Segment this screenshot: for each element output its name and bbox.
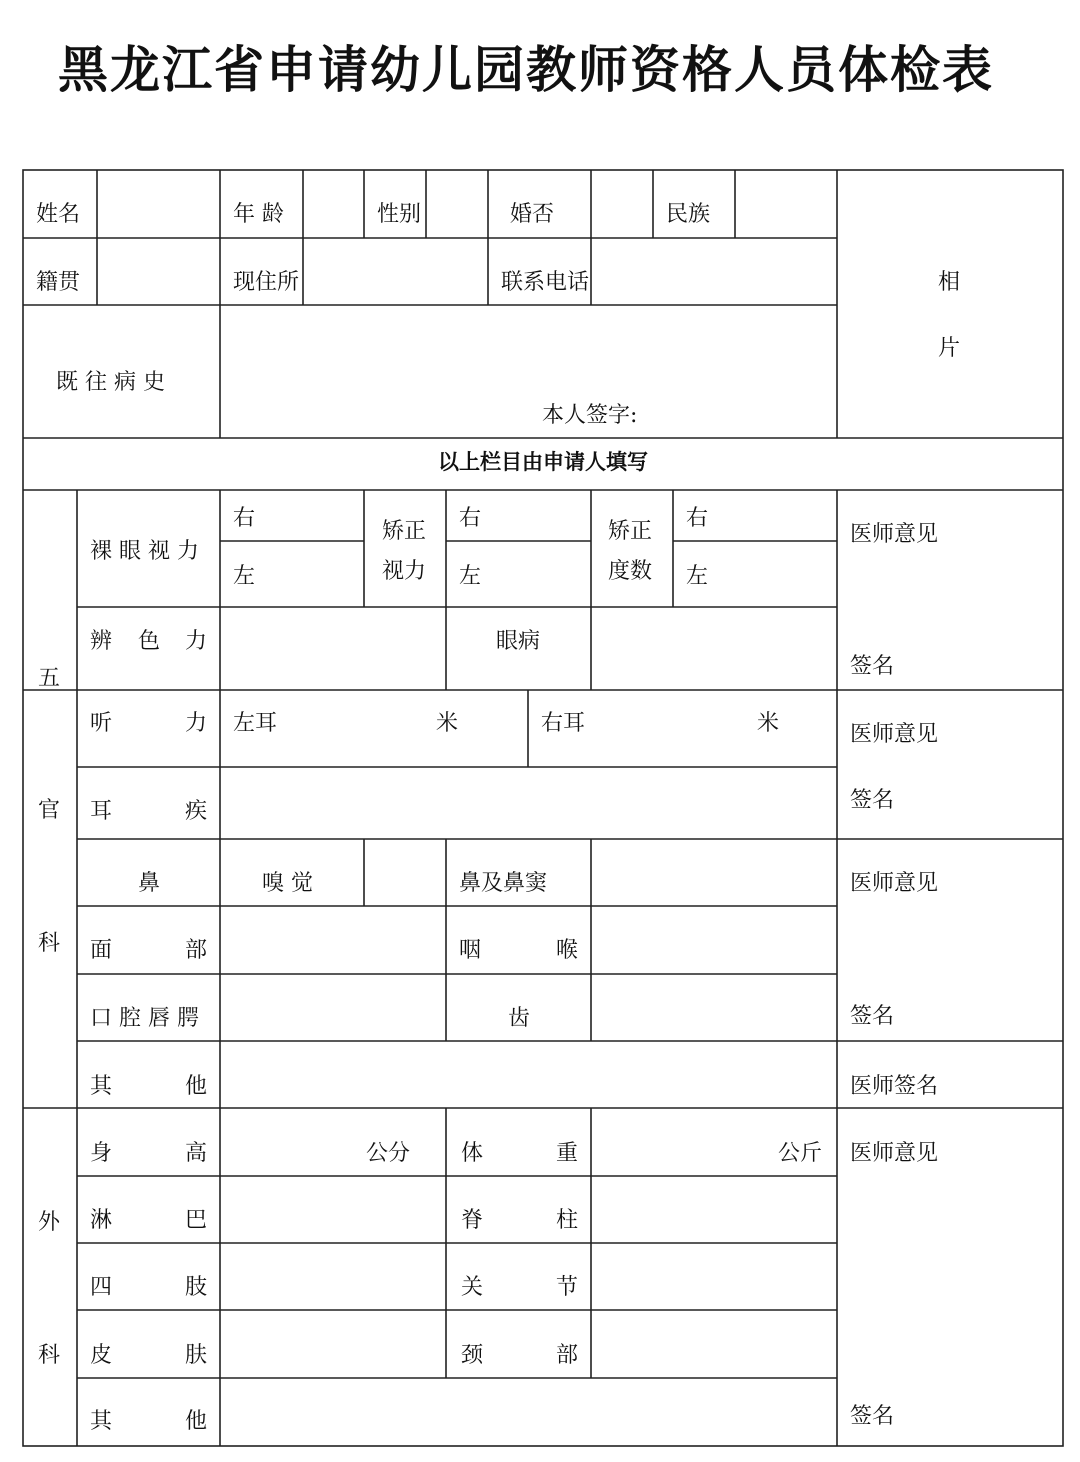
history-label: 既 往 病 史 — [56, 370, 165, 395]
corrected-vision-label-1: 矫正 — [382, 519, 427, 544]
surgery-doctor-opinion: 医师意见 — [850, 1141, 939, 1166]
degree-left-label: 左 — [686, 564, 709, 589]
color-label-2: 色 — [138, 629, 161, 654]
limbs-label-1: 四 — [90, 1275, 113, 1300]
corrected-left-label: 左 — [459, 564, 482, 589]
joints-label-2: 节 — [556, 1275, 579, 1300]
facial-other-label-1: 其 — [90, 1074, 113, 1099]
hearing-label-1: 听 — [90, 711, 113, 736]
applicant-fill-note: 以上栏目由申请人填写 — [438, 450, 648, 474]
phone-label: 联系电话 — [501, 270, 590, 295]
joints-label-1: 关 — [461, 1275, 484, 1300]
facial-other-label-2: 他 — [185, 1074, 208, 1099]
eye-doctor-sign: 签名 — [850, 654, 895, 679]
photo-label-2: 片 — [938, 336, 961, 361]
native-place-label: 籍贯 — [36, 270, 81, 295]
left-ear-unit: 米 — [436, 711, 459, 736]
neck-label-2: 部 — [556, 1343, 579, 1368]
surgery-section-2: 科 — [38, 1343, 61, 1368]
naked-vision-label: 裸 眼 视 力 — [90, 539, 199, 564]
lymph-label-1: 淋 — [90, 1208, 113, 1233]
color-label-1: 辨 — [90, 629, 113, 654]
address-label: 现住所 — [233, 270, 300, 295]
surgery-other-label-2: 他 — [185, 1409, 208, 1434]
name-label: 姓名 — [36, 202, 81, 227]
spine-label-2: 柱 — [556, 1208, 579, 1233]
limbs-label-2: 肢 — [185, 1275, 208, 1300]
hearing-label-2: 力 — [185, 711, 208, 736]
facial-section-3: 科 — [38, 931, 61, 956]
weight-unit: 公斤 — [778, 1141, 823, 1166]
marital-label: 婚否 — [510, 202, 555, 227]
nose-doctor-opinion: 医师意见 — [850, 871, 939, 896]
degree-right-label: 右 — [686, 506, 709, 531]
ear-doctor-opinion: 医师意见 — [850, 722, 939, 747]
eye-disease-label: 眼病 — [496, 629, 541, 654]
height-label-2: 高 — [185, 1141, 208, 1166]
spine-label-1: 脊 — [461, 1208, 484, 1233]
naked-left-label: 左 — [233, 564, 256, 589]
skin-label-1: 皮 — [90, 1343, 113, 1368]
throat-label-2: 喉 — [556, 938, 579, 963]
nose-doctor-sign: 签名 — [850, 1004, 895, 1029]
surgery-other-label-1: 其 — [90, 1409, 113, 1434]
sinus-label: 鼻及鼻窦 — [459, 871, 548, 896]
left-ear-label: 左耳 — [233, 711, 278, 736]
ethnicity-label: 民族 — [666, 202, 711, 227]
ear-doctor-sign: 签名 — [850, 788, 895, 813]
mouth-label: 口 腔 唇 腭 — [90, 1006, 199, 1031]
color-label-3: 力 — [185, 629, 208, 654]
naked-right-label: 右 — [233, 506, 256, 531]
ear-disease-label-2: 疾 — [185, 799, 208, 824]
surgery-section-1: 外 — [38, 1210, 61, 1235]
neck-label-1: 颈 — [461, 1343, 484, 1368]
corrected-vision-label-2: 视力 — [382, 559, 427, 584]
eye-doctor-opinion: 医师意见 — [850, 522, 939, 547]
throat-label-1: 咽 — [459, 938, 482, 963]
lymph-label-2: 巴 — [185, 1208, 208, 1233]
right-ear-label: 右耳 — [541, 711, 586, 736]
ear-disease-label-1: 耳 — [90, 799, 113, 824]
page-title: 黑龙江省申请幼儿园教师资格人员体检表 — [58, 41, 994, 99]
corrected-right-label: 右 — [459, 506, 482, 531]
skin-label-2: 肤 — [185, 1343, 208, 1368]
weight-label-2: 重 — [556, 1141, 579, 1166]
surgery-doctor-sign: 签名 — [850, 1404, 895, 1429]
corrected-degree-label-1: 矫正 — [608, 519, 653, 544]
height-unit: 公分 — [366, 1141, 411, 1166]
photo-label-1: 相 — [938, 270, 961, 295]
facial-section-1: 五 — [38, 666, 61, 691]
corrected-degree-label-2: 度数 — [608, 559, 653, 584]
smell-label: 嗅 觉 — [262, 871, 313, 896]
weight-label-1: 体 — [461, 1141, 484, 1166]
right-ear-unit: 米 — [757, 711, 780, 736]
facial-doctor-signature: 医师签名 — [850, 1074, 939, 1099]
teeth-label: 齿 — [508, 1006, 531, 1031]
nose-label: 鼻 — [138, 871, 161, 896]
face-label-2: 部 — [185, 938, 208, 963]
height-label-1: 身 — [90, 1141, 113, 1166]
facial-section-2: 官 — [38, 798, 61, 823]
age-label: 年 龄 — [233, 202, 284, 227]
gender-label: 性别 — [377, 202, 422, 227]
signature-label: 本人签字: — [542, 403, 638, 428]
face-label-1: 面 — [90, 938, 113, 963]
